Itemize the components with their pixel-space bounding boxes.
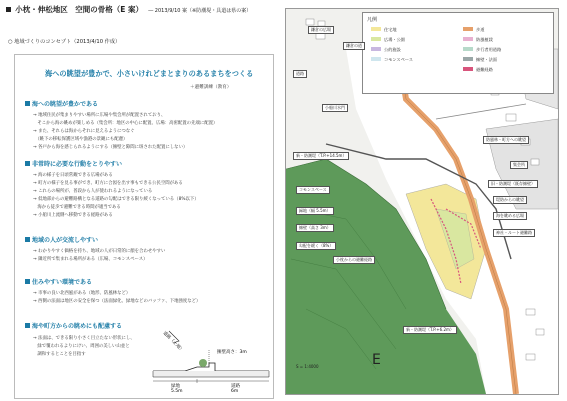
section-title: [25, 99, 98, 108]
legend-item: [463, 57, 497, 63]
legend-swatch: [463, 37, 473, 41]
section-line: → これらの場所が、普段から人が使われるようになっている: [33, 189, 153, 194]
legend-label: 住宅地: [384, 27, 397, 32]
section-line: 緑で覆われるよりにけい、周囲の美しい山並と: [33, 344, 130, 349]
section-line: 海から徒歩で避難できる時間が適当である: [33, 205, 121, 210]
legend-swatch: [463, 27, 473, 31]
legend-swatch: [371, 37, 381, 41]
legend-item: [463, 67, 493, 73]
map-label: 新・防潮堤（T.P.+6.2m）: [403, 326, 457, 334]
map-label: 小船川水門: [322, 104, 348, 112]
legend-label: 防風植栽: [476, 37, 493, 42]
legend-item: [463, 37, 493, 43]
slogan-sub: ＋避難訓練（教育）: [190, 85, 232, 90]
section-line: → わかりやすく価格を持ち、地域の人が日常的に顔を合わせやすい: [33, 249, 166, 254]
legend-item: [371, 57, 413, 63]
section-line: そこから海の眺めが楽しめる（集会所：地区の中心に配置、広場：高密配置の先端に配置）: [33, 121, 218, 126]
section-title-text: 住みやすい環境である: [32, 279, 93, 286]
legend-item: [371, 47, 401, 53]
map-legend: [362, 12, 554, 94]
section-line: → 市事の良い北西風がある（地形、防風林など）: [33, 291, 131, 296]
section-title: [25, 159, 122, 168]
legend-item: [371, 37, 405, 43]
section-line: 調和するとことを目指す: [33, 352, 86, 357]
legend-label: 公的施設: [384, 47, 401, 52]
section-title-text: 地域の人が交流しやすい: [32, 237, 99, 244]
map-label: コモンスペース: [296, 186, 330, 194]
page-header: [6, 4, 251, 15]
legend-swatch: [463, 47, 473, 51]
legend-item: [463, 27, 484, 33]
legend-swatch: [371, 47, 381, 51]
legend-swatch: [371, 57, 381, 61]
diagram-green-label: 緑地: [171, 384, 180, 389]
section-title-text: 非常時に必要な行動をとりやすい: [32, 161, 123, 168]
concept-heading: ○ 地域づくりのコンセプト（2013/4/10 作成）: [8, 39, 121, 45]
map-label: 勾配を緩く（8%）: [296, 242, 336, 250]
legend-label: 避難経路: [476, 67, 493, 72]
map-label: 鎌倉の道: [343, 42, 365, 50]
diagram-wall-label: 擁壁高さ：3m: [217, 350, 247, 355]
page-title: 小枕・伸松地区 空間の骨格（E 案）: [15, 5, 143, 14]
legend-item: [371, 27, 397, 33]
legend-label: コモンスペース: [384, 57, 413, 62]
legend-label: 擁壁・法面: [476, 57, 497, 62]
section-title: [25, 277, 92, 286]
map-label: 新・防潮堤（T.P.+14.5m）: [293, 152, 349, 160]
section-line: → 法面は、できる限り小さく目立たない形状にし、: [33, 336, 135, 341]
legend-swatch: [463, 57, 473, 61]
map-label: 鎌倉の広場: [308, 26, 334, 34]
page-date: ― 2013/9/10 案（※防潮堤・具道は県の案）: [148, 8, 252, 14]
legend-item: [463, 47, 501, 53]
section-bullet: [25, 323, 30, 328]
map-label: 道路: [293, 70, 307, 78]
section-title-text: 海への眺望が豊かである: [32, 101, 99, 108]
north-arrow-icon: E: [372, 352, 381, 368]
slogan: 海への眺望が豊かで、小さいけれどまとまりのあるまちをつくる: [45, 69, 254, 78]
section-bullet: [25, 279, 30, 284]
map-label: 旧・防潮堤（既存擁壁）: [488, 180, 538, 188]
section-line: → 西側の法面は地区の安全を保つ（法面緑化、緑地などのバッファ、下地強度など）: [33, 299, 201, 304]
section-line: → 地域住民が集まりやすい場所に広場や集会所が配置されており、: [33, 113, 166, 118]
legend-label: 歩道: [476, 27, 485, 32]
diagram-road-label: 道路（土地）: [161, 330, 185, 354]
section-line: → 海の様子を日頃常観できる広場がある: [33, 173, 113, 178]
section-line: → 隣近所で集まれる場所がある（広場、コモンスペース）: [33, 257, 148, 262]
legend-label: 歩行者用道路: [476, 47, 502, 52]
concept-panel: [14, 54, 274, 399]
diagram-green-width: 5.5m: [171, 389, 183, 393]
section-title: [25, 235, 98, 244]
section-line: → 各戸から海を感じられるようにする（擁壁と隙間に斑された配置にしない）: [33, 145, 188, 150]
legend-swatch: [371, 27, 381, 31]
section-line: → 町方の様子を見る事ができ、町方に合図を出す事もできる公民空間がある: [33, 181, 183, 186]
header-bullet: [6, 7, 11, 12]
section-line: （眺下の移転保護区域や漁港の景観にも配慮）: [33, 137, 128, 142]
section-title-text: 海や町方からの眺めにも配慮する: [32, 323, 123, 330]
map-label: 緑地（幅 5.5m）: [296, 207, 334, 215]
map-label: 神社・ルート避難路: [493, 229, 535, 237]
diagram-road-bottom-label: 道路: [231, 384, 240, 389]
section-title: [25, 321, 122, 330]
section-line: → 小船川上流側へ移動できる経路がある: [33, 213, 113, 218]
section-bullet: [25, 161, 30, 166]
section-bullet: [25, 237, 30, 242]
section-line: → また、それらは海からそれに見えるようにつなぐ: [33, 129, 135, 134]
legend-title: 凡例: [367, 17, 378, 23]
map-label: 防風林・町方への眺望: [483, 136, 529, 144]
legend-swatch: [463, 67, 473, 71]
map-label: 海を眺める広場: [493, 212, 527, 220]
map-label: 小枕からの避難経路: [333, 256, 375, 264]
section-bullet: [25, 101, 30, 106]
diagram-road-width: 6m: [231, 389, 239, 393]
section-line: → 低地部からの避難路構となる道路の勾配はできる限り緩くなっている（8%以下）: [33, 197, 199, 202]
map-scale: S = 1:4000: [296, 364, 319, 369]
cross-section-diagram: [145, 323, 275, 393]
map-label: 集会所: [510, 161, 528, 169]
map-label: 堤防からの眺望: [493, 196, 527, 204]
map-label: 擁壁（高さ 3m）: [296, 224, 334, 232]
legend-label: 広場・公園: [384, 37, 405, 42]
